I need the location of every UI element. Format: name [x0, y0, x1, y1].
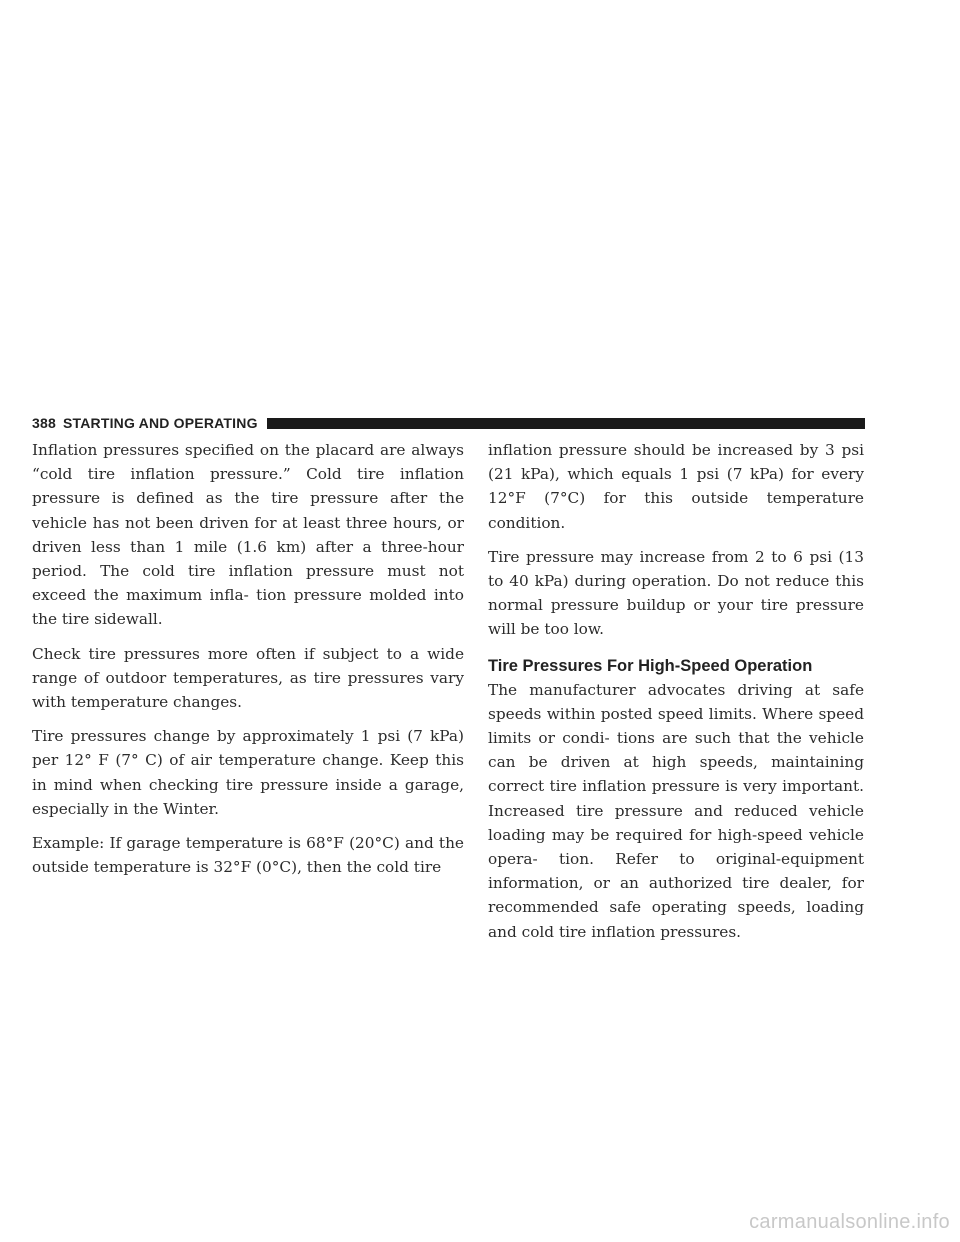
section-heading-high-speed: Tire Pressures For High-Speed Operation	[488, 656, 813, 675]
paragraph-example-continued: inflation pressure should be increased by 3 psi (21 kPa), which equals 1 psi (7 kPa) for every 12°F (7°C) for this outside temperature condition.	[488, 441, 864, 532]
paragraph-cold-inflation: Inflation pressures specified on the placard are always “cold tire inflation pressure.” Cold tire inflation pressure is defined as the tire pressure after the vehicle has not been driven for at least three hours, or driven less than 1 mile (1.6 km) after a three-hour period. The cold tire inflation pressure must not exceed the maximum infla- tion pressure molded into the tire sidewall.	[32, 441, 464, 629]
paragraph-pressure-change: Tire pressures change by approximately 1 psi (7 kPa) per 12° F (7° C) of air temperature change. Keep this in mind when checking tire pressure inside a garage, especially in the Winter.	[32, 727, 464, 818]
page-header	[32, 414, 865, 432]
paragraph-example: Example: If garage temperature is 68°F (20°C) and the outside temperature is 32°F (0°C), then the cold tire	[32, 834, 464, 877]
page-number: 388	[32, 415, 56, 431]
section-title: STARTING AND OPERATING	[62, 415, 258, 431]
paragraph-pressure-increase: Tire pressure may increase from 2 to 6 psi (13 to 40 kPa) during operation. Do not reduce this normal pressure buildup or your tire pressure will be too low.	[488, 547, 864, 639]
left-column	[32, 438, 464, 889]
paragraph-check-often: Check tire pressures more often if subject to a wide range of outdoor temperatures, as tire pressures vary with temperature changes.	[32, 644, 464, 712]
paragraph-high-speed: The manufacturer advocates driving at safe speeds within posted speed limits. Where speed limits or condi- tions are such that the vehicle can be driven at high speeds, maintaining correct tire inflation pressure is very important. Increased tire pressure and reduced vehicle loading may be required for high-speed vehicle opera- tion. Refer to original-equipment information, or an authorized tire dealer, for recommended safe operating speeds, loading and cold tire inflation pressures.	[488, 680, 864, 941]
watermark: carmanualsonline.info	[749, 1211, 950, 1233]
header-rule	[267, 418, 865, 429]
right-column	[488, 438, 864, 954]
